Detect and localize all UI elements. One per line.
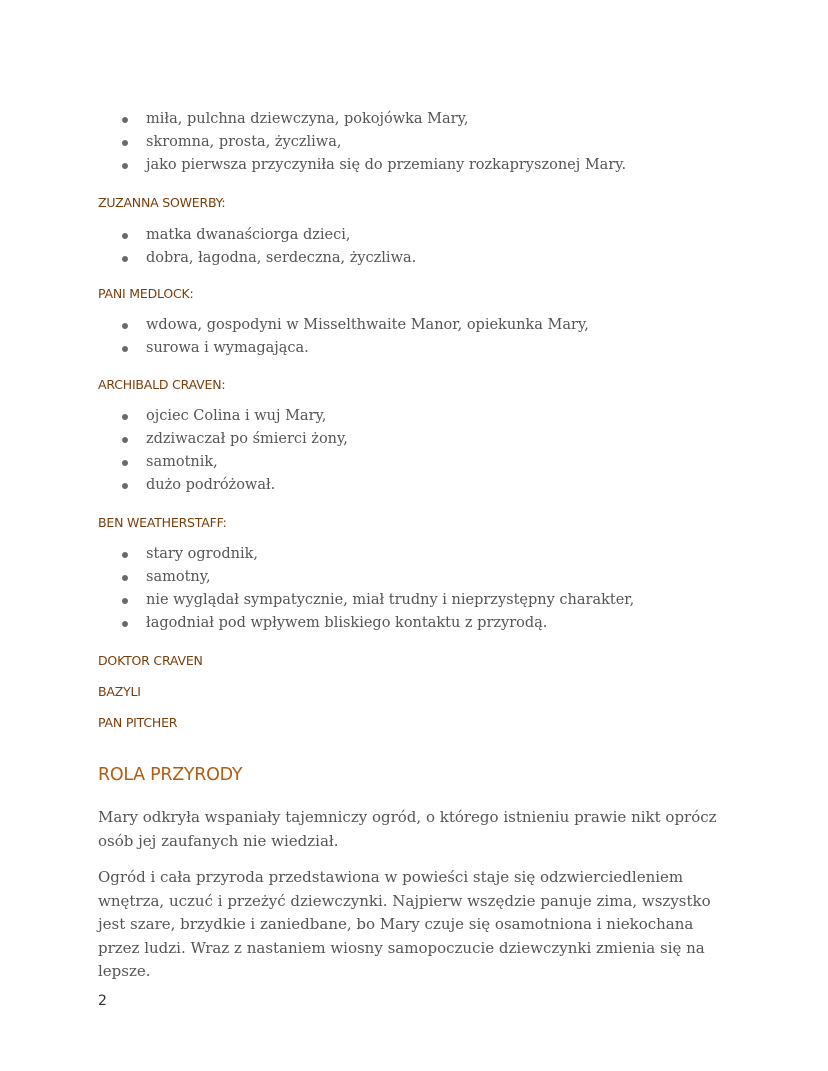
bullet-icon	[122, 346, 128, 352]
bullet-icon	[122, 323, 128, 329]
list-item: samotnik,	[0, 451, 760, 474]
section-paragraph: Mary odkryła wspaniały tajemniczy ogród, o którego istnieniu prawie nikt oprócz osób jej zaufanych nie wiedział.	[98, 808, 717, 850]
list-item: łagodniał pod wpływem bliskiego kontaktu z przyrodą.	[0, 612, 760, 635]
list-item: dużo podróżował.	[0, 474, 760, 497]
character-heading: BEN WEATHERSTAFF:	[98, 515, 227, 530]
list-item: nie wyglądał sympatycznie, miał trudny i nieprzystępny charakter,	[0, 589, 760, 612]
character-heading: PANI MEDLOCK:	[98, 286, 194, 301]
bullet-icon	[122, 552, 128, 558]
list-item: jako pierwsza przyczyniła się do przemiany rozkapryszonej Mary.	[0, 154, 760, 177]
list-item: stary ogrodnik,	[0, 543, 760, 566]
character-heading: ARCHIBALD CRAVEN:	[98, 377, 226, 392]
character-trait-list	[0, 224, 760, 270]
list-item: dobra, łagodna, serdeczna, życzliwa.	[0, 247, 760, 270]
character-heading: BAZYLI	[98, 684, 141, 699]
list-item: ojciec Colina i wuj Mary,	[0, 405, 760, 428]
bullet-icon	[122, 575, 128, 581]
character-trait-list	[0, 314, 760, 360]
list-item: skromna, prosta, życzliwa,	[0, 131, 760, 154]
bullet-icon	[122, 483, 128, 489]
list-item: miła, pulchna dziewczyna, pokojówka Mary,	[0, 108, 760, 131]
intro-trait-list	[0, 108, 760, 177]
list-item: surowa i wymagająca.	[0, 337, 760, 360]
bullet-icon	[122, 598, 128, 604]
page-number: 2	[98, 993, 107, 1009]
section-title: ROLA PRZYRODY	[98, 765, 243, 785]
character-heading: DOKTOR CRAVEN	[98, 653, 203, 668]
bullet-icon	[122, 163, 128, 169]
list-item: samotny,	[0, 566, 760, 589]
character-trait-list	[0, 405, 760, 497]
list-item: wdowa, gospodyni w Misselthwaite Manor, opiekunka Mary,	[0, 314, 760, 337]
character-heading: PAN PITCHER	[98, 715, 178, 730]
bullet-icon	[122, 140, 128, 146]
bullet-icon	[122, 117, 128, 123]
bullet-icon	[122, 460, 128, 466]
bullet-icon	[122, 256, 128, 262]
bullet-icon	[122, 233, 128, 239]
list-item: zdziwaczał po śmierci żony,	[0, 428, 760, 451]
bullet-icon	[122, 414, 128, 420]
character-heading: ZUZANNA SOWERBY:	[98, 195, 226, 210]
list-item: matka dwanaściorga dzieci,	[0, 224, 760, 247]
character-trait-list	[0, 543, 760, 635]
bullet-icon	[122, 437, 128, 443]
bullet-icon	[122, 621, 128, 627]
section-paragraph: Ogród i cała przyroda przedstawiona w powieści staje się odzwierciedleniem wnętrza, uczuć i przeżyć dziewczynki. Najpierw wszędzie panuje zima, wszystko jest szare, brzydkie i zaniedbane, bo Mary czuje się osamotniona i niekochana przez ludzi. Wraz z nastaniem wiosny samopoczucie dziewczynki zmienia się na lepsze.	[98, 868, 711, 980]
